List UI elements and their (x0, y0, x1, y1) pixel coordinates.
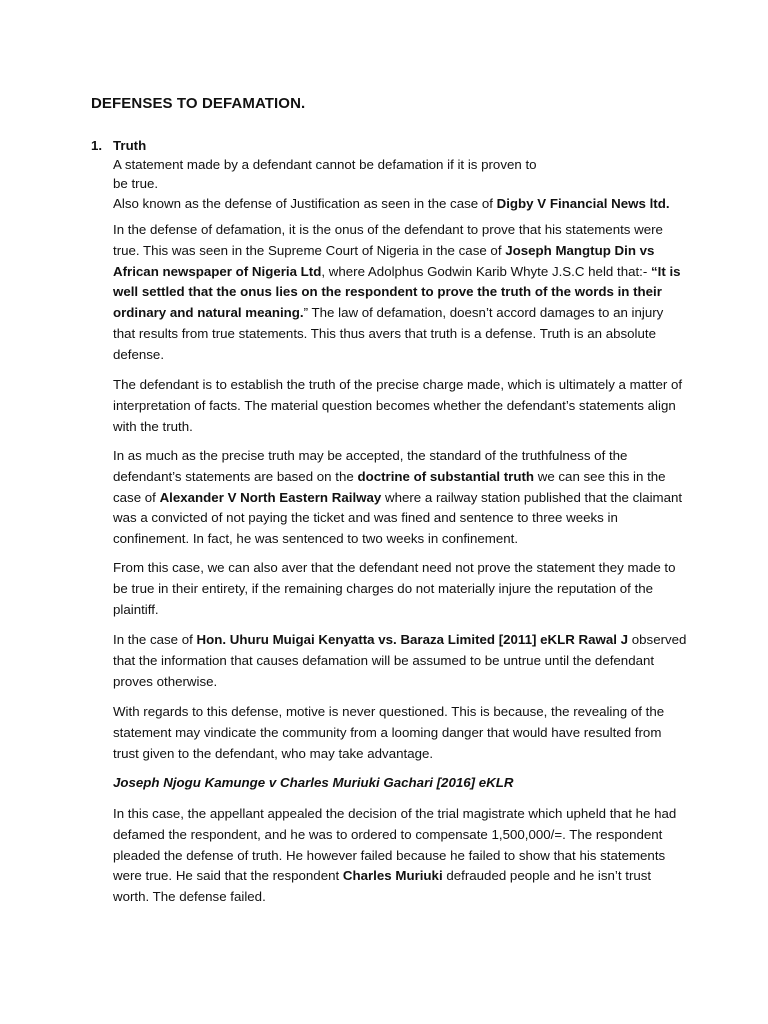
text-run: where a railway station published that the claimant was a convicted of not paying the ticket and was fined and sentence to three weeks in confinement. In fact, he was sentenced to two weeks in confinement. (113, 489, 683, 547)
text-run: ” The law of defamation, doesn’t accord damages to an injury that results from true statements. This thus avers that truth is a defense. Truth is an absolute defense. (113, 305, 664, 362)
case-citation: Joseph Mangtup Din vs African newspaper of Nigeria Ltd (113, 242, 655, 279)
case-citation: Hon. Uhuru Muigai Kenyatta vs. Baraza Limited [2011] eKLR Rawal J (196, 632, 629, 647)
text-run: defrauded people and he isn’t trust worth. The defense failed. (113, 868, 652, 905)
person-name: Charles Muriuki (342, 868, 443, 884)
text-run: In the case of (113, 632, 197, 647)
page-title: DEFENSES TO DEFAMATION. (91, 95, 306, 112)
list-item-heading: Truth (113, 138, 147, 153)
case-citation: Alexander V North Eastern Railway (159, 489, 382, 505)
paragraph-precise-charge: The defendant is to establish the truth of the precise charge made, which is ultimately a matter of interpretation of facts. The material question becomes whether the defendant’s statements align with the truth. (113, 377, 683, 434)
doctrine-term: doctrine of substantial truth (357, 468, 535, 484)
paragraph-entirety: From this case, we can also aver that the defendant need not prove the statement they made to be true in their entirety, if the remaining charges do not materially injure the reputation of the plaintiff. (113, 560, 676, 617)
case-citation: Digby V Financial News ltd. (496, 195, 670, 211)
text-run: In this case, the appellant appealed the decision of the trial magistrate which upheld that he had defamed the respondent, and he was to ordered to compensate 1,500,000/=. The respondent pleaded the defense of truth. He however failed because he failed to show that his statements were true. He said that the respondent (113, 806, 677, 884)
text-run: In as much as the precise truth may be accepted, the standard of the truthfulness of the defendant’s statements are based on the (113, 448, 628, 484)
text-run: Also known as the defense of Justification as seen in the case of (113, 195, 497, 211)
text-run: observed that the information that causes defamation will be assumed to be untrue until the defendant proves otherwise. (113, 632, 687, 689)
quotation: “It is well settled that the onus lies on the respondent to prove the truth of the words in their ordinary and natural meaning. (113, 263, 681, 321)
paragraph-motive: With regards to this defense, motive is never questioned. This is because, the revealing of the statement may vindicate the community from a looming danger that would have resulted from trust given to the defendant, who may take advantage. (113, 704, 665, 761)
list-body-line: A statement made by a defendant cannot be defamation if it is proven to (113, 157, 537, 172)
list-number: 1. (91, 138, 103, 153)
case-heading (113, 773, 688, 794)
list-item-body (113, 155, 713, 213)
paragraph-case-summary (113, 804, 688, 908)
text-run: In the defense of defamation, it is the onus of the defendant to prove that his statements were true. This was seen in the Supreme Court of Nigeria in the case of (113, 222, 663, 258)
text-run: we can see this in the case of (113, 468, 666, 505)
list-body-line: be true. (113, 176, 159, 192)
case-heading-text: Joseph Njogu Kamunge v Charles Muriuki Gachari [2016] eKLR (113, 775, 514, 790)
paragraph-substantial-truth (113, 446, 688, 550)
list-body-line (113, 194, 713, 213)
paragraph-onus (113, 220, 688, 366)
paragraph-kenyatta (113, 630, 688, 692)
text-run: , where Adolphus Godwin Karib Whyte J.S.C held that:- (321, 263, 651, 279)
